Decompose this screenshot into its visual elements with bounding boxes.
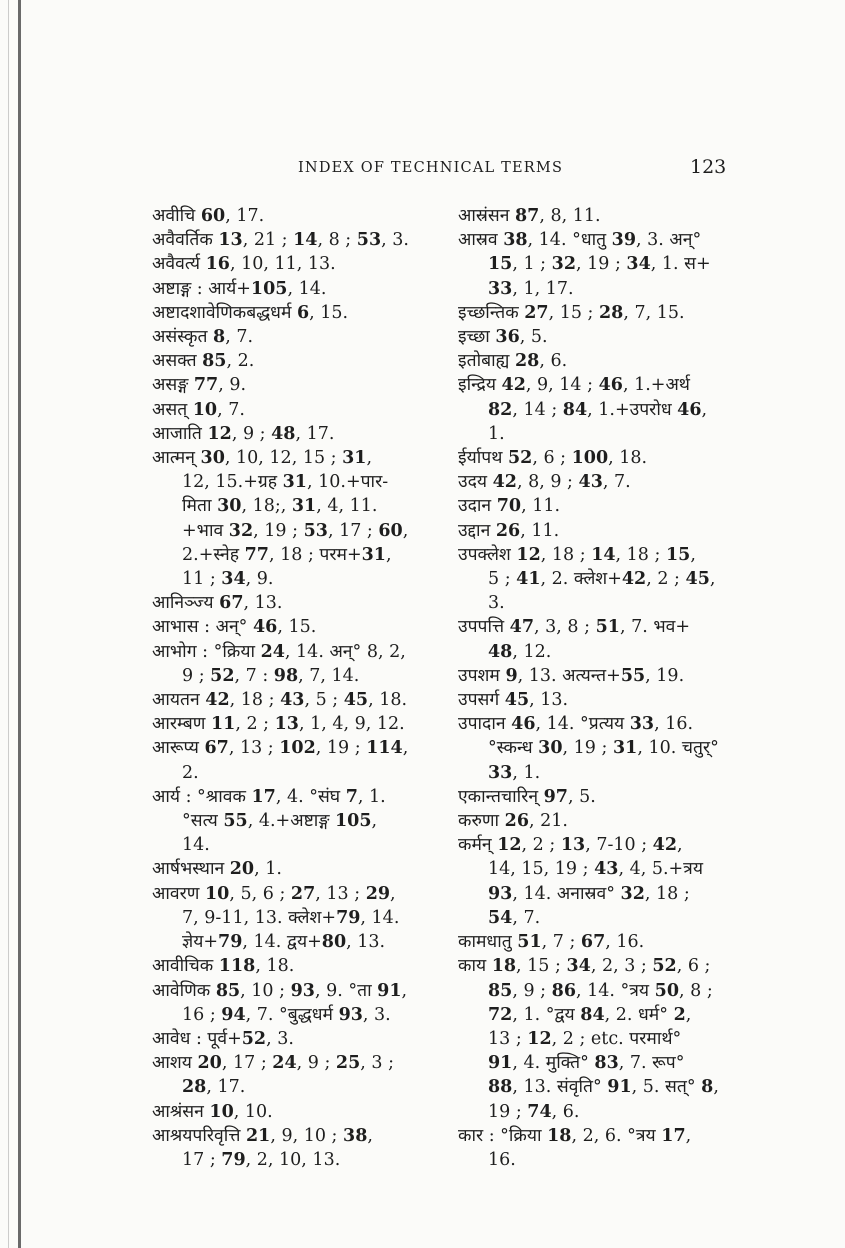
- index-entry: इच्छन्तिक 27, 15 ; 28, 7, 15.: [458, 302, 685, 323]
- index-entry-continuation: 13 ; 12, 2 ; etc. परमार्थ°: [488, 1028, 682, 1049]
- index-entry: कामधातु 51, 7 ; 67, 16.: [458, 932, 645, 953]
- index-entry: असंस्कृत 8, 7.: [152, 327, 254, 348]
- index-entry: आयतन 42, 18 ; 43, 5 ; 45, 18.: [152, 690, 408, 711]
- index-entry: असत् 10, 7.: [152, 399, 245, 420]
- index-column-right: [458, 204, 748, 1172]
- index-entry: उपसर्ग 45, 13.: [458, 690, 569, 711]
- index-entry: उपक्लेश 12, 18 ; 14, 18 ; 15,: [458, 544, 696, 565]
- index-entry-continuation: 72, 1. °द्वय 84, 2. धर्म° 2,: [488, 1004, 692, 1025]
- page-edge-shadow: [8, 0, 9, 1248]
- index-column-left: [152, 204, 442, 1172]
- index-entry: आश्रयपरिवृत्ति 21, 9, 10 ; 38,: [152, 1125, 373, 1146]
- index-entry: एकान्तचारिन् 97, 5.: [458, 786, 596, 807]
- index-entry-continuation: 91, 4. मुक्ति° 83, 7. रूप°: [488, 1053, 685, 1074]
- index-entry-continuation: 54, 7.: [488, 907, 541, 928]
- index-entry-continuation: 9 ; 52, 7 : 98, 7, 14.: [182, 665, 360, 686]
- index-entry: इतोबाह्य 28, 6.: [458, 351, 568, 372]
- index-entry: आनिञ्ज्य 67, 13.: [152, 593, 283, 614]
- index-entry: उपादान 46, 14. °प्रत्यय 33, 16.: [458, 714, 694, 735]
- index-entry: इच्छा 36, 5.: [458, 327, 548, 348]
- index-entry: आर्य : °श्रावक 17, 4. °संघ 7, 1.: [152, 786, 386, 807]
- index-entry-continuation: 19 ; 74, 6.: [488, 1101, 580, 1122]
- index-entry-continuation: 48, 12.: [488, 641, 552, 662]
- index-entry-continuation: °स्कन्ध 30, 19 ; 31, 10. चतुर्°: [488, 738, 719, 759]
- index-entry-continuation: 2.: [182, 762, 199, 783]
- index-entry-continuation: °सत्य 55, 4.+अष्टाङ्ग 105,: [182, 811, 378, 832]
- index-entry: कर्मन् 12, 2 ; 13, 7-10 ; 42,: [458, 835, 683, 856]
- page-header: [0, 156, 845, 186]
- index-entry-continuation: +भाव 32, 19 ; 53, 17 ; 60,: [182, 520, 409, 541]
- index-entry: करुणा 26, 21.: [458, 811, 568, 832]
- index-entry-continuation: 93, 14. अनास्रव° 32, 18 ;: [488, 883, 690, 904]
- binding-edge: [18, 0, 21, 1248]
- index-entry: आभास : अन्° 46, 15.: [152, 617, 317, 638]
- index-entry: उद्दान 26, 11.: [458, 520, 560, 541]
- index-entry: उपशम 9, 13. अत्यन्त+55, 19.: [458, 665, 685, 686]
- index-entry-continuation: 15, 1 ; 32, 19 ; 34, 1. स+: [488, 254, 711, 275]
- index-entry: असङ्ग 77, 9.: [152, 375, 247, 396]
- index-entry: आशय 20, 17 ; 24, 9 ; 25, 3 ;: [152, 1053, 394, 1074]
- index-entry: आत्मन् 30, 10, 12, 15 ; 31,: [152, 448, 373, 469]
- index-entry: इन्द्रिय 42, 9, 14 ; 46, 1.+अर्थ: [458, 375, 690, 396]
- index-entry: ईर्यापथ 52, 6 ; 100, 18.: [458, 448, 648, 469]
- index-entry-continuation: 1.: [488, 423, 505, 444]
- index-entry-continuation: 5 ; 41, 2. क्लेश+42, 2 ; 45,: [488, 569, 716, 590]
- index-entry-continuation: 82, 14 ; 84, 1.+उपरोध 46,: [488, 399, 708, 420]
- index-entry-continuation: ज्ञेय+79, 14. द्वय+80, 13.: [182, 932, 386, 953]
- index-entry: आरूप्य 67, 13 ; 102, 19 ; 114,: [152, 738, 409, 759]
- index-entry: आरम्बण 11, 2 ; 13, 1, 4, 9, 12.: [152, 714, 405, 735]
- index-entry: अष्टाङ्ग : आर्य+105, 14.: [152, 278, 327, 299]
- index-entry-continuation: 16.: [488, 1149, 516, 1170]
- index-entry-continuation: 17 ; 79, 2, 10, 13.: [182, 1149, 341, 1170]
- index-entry-continuation: 33, 1.: [488, 762, 541, 783]
- index-entry-continuation: 14, 15, 19 ; 43, 4, 5.+त्रय: [488, 859, 703, 880]
- index-entry: आस्रव 38, 14. °धातु 39, 3. अन्°: [458, 230, 702, 251]
- index-entry: अवीचि 60, 17.: [152, 206, 265, 226]
- page-number: 123: [690, 156, 727, 178]
- index-entry: आवेणिक 85, 10 ; 93, 9. °ता 91,: [152, 980, 408, 1001]
- running-head: INDEX OF TECHNICAL TERMS: [298, 160, 564, 176]
- index-entry: अवैवर्तिक 13, 21 ; 14, 8 ; 53, 3.: [152, 230, 409, 251]
- index-entry-continuation: 14.: [182, 835, 210, 856]
- index-entry-continuation: 28, 17.: [182, 1077, 246, 1098]
- index-entry: उदय 42, 8, 9 ; 43, 7.: [458, 472, 631, 493]
- index-entry: आभोग : °क्रिया 24, 14. अन्° 8, 2,: [152, 641, 406, 662]
- index-entry: आवीचिक 118, 18.: [152, 956, 295, 977]
- index-entry: आस्रंसन 87, 8, 11.: [458, 206, 601, 226]
- index-entry-continuation: 2.+स्नेह 77, 18 ; परम+31,: [182, 544, 392, 565]
- index-entry: उदान 70, 11.: [458, 496, 561, 517]
- index-entry: अवैवर्त्य 16, 10, 11, 13.: [152, 254, 336, 275]
- index-entry: असक्त 85, 2.: [152, 351, 255, 372]
- index-entry-continuation: 3.: [488, 593, 505, 614]
- index-entry-continuation: 33, 1, 17.: [488, 278, 574, 299]
- index-entry: कार : °क्रिया 18, 2, 6. °त्रय 17,: [458, 1125, 692, 1146]
- index-entry-continuation: 7, 9-11, 13. क्लेश+79, 14.: [182, 907, 400, 928]
- index-entry: आवेध : पूर्व+52, 3.: [152, 1028, 294, 1049]
- index-entry: अष्टादशावेणिकबद्धधर्म 6, 15.: [152, 302, 349, 323]
- index-entry: आजाति 12, 9 ; 48, 17.: [152, 423, 335, 444]
- index-entry-continuation: 88, 13. संवृति° 91, 5. सत्° 8,: [488, 1077, 719, 1098]
- index-entry-continuation: 16 ; 94, 7. °बुद्धधर्म 93, 3.: [182, 1004, 391, 1025]
- index-entry-continuation: 11 ; 34, 9.: [182, 569, 274, 590]
- index-entry: आवरण 10, 5, 6 ; 27, 13 ; 29,: [152, 883, 396, 904]
- index-entry: आर्षभस्थान 20, 1.: [152, 859, 282, 880]
- index-entry: काय 18, 15 ; 34, 2, 3 ; 52, 6 ;: [458, 956, 711, 977]
- index-entry: आश्रंसन 10, 10.: [152, 1101, 273, 1122]
- index-entry: उपपत्ति 47, 3, 8 ; 51, 7. भव+: [458, 617, 691, 638]
- index-entry-continuation: 85, 9 ; 86, 14. °त्रय 50, 8 ;: [488, 980, 713, 1001]
- index-entry-continuation: 12, 15.+ग्रह 31, 10.+पार-: [182, 472, 389, 493]
- index-entry-continuation: मिता 30, 18;, 31, 4, 11.: [182, 496, 378, 517]
